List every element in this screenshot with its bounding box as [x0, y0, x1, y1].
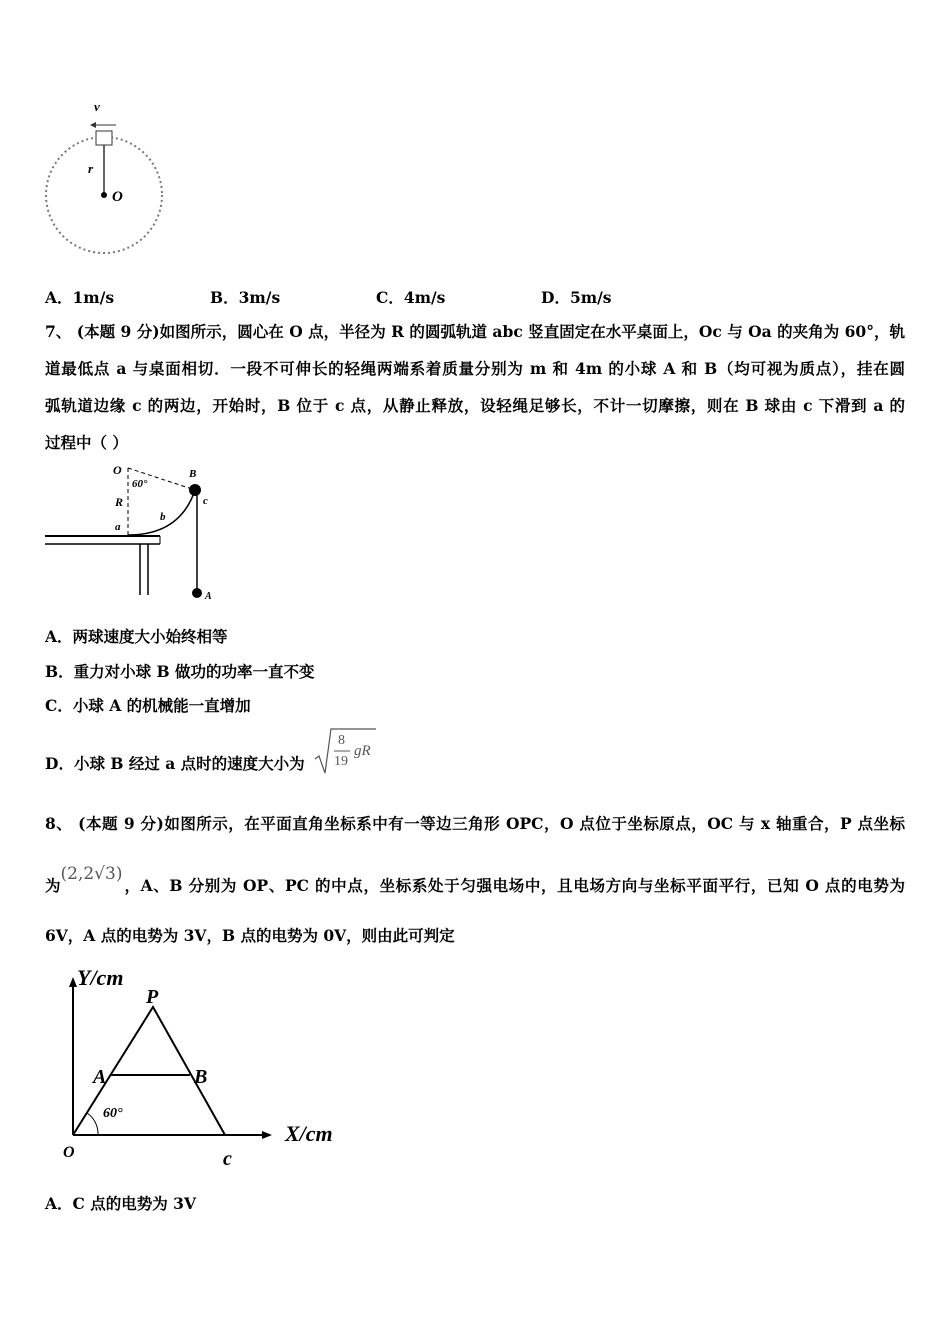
- q8-line: 8、 (本题 9 分)如图所示，在平面直角坐标系中有一等边三角形 OPC，O 点位于坐标原点，OC 与 x 轴重合，P 点坐标: [45, 814, 905, 833]
- x-axis-label: X/cm: [285, 1121, 333, 1146]
- q7-option-a: A．两球速度大小始终相等: [45, 627, 228, 646]
- option-b: B．3m/s: [210, 288, 281, 307]
- formula-numerator: 8: [338, 733, 345, 748]
- center-label: O: [112, 189, 123, 205]
- sqrt-formula: [314, 727, 376, 775]
- p-coordinate: (2,2√3): [60, 864, 123, 884]
- q8-option-a: A．C 点的电势为 3V: [45, 1194, 196, 1213]
- q8-line: 6V，A 点的电势为 3V，B 点的电势为 0V，则由此可判定: [45, 926, 455, 945]
- q7-option-b: B．重力对小球 B 做功的功率一直不变: [45, 662, 315, 681]
- q7-line: 7、 (本题 9 分)如图所示，圆心在 O 点，半径为 R 的圆弧轨道 abc 竖直固定在水平桌面上，Oc 与 Oa 的夹角为 60°，轨: [45, 322, 905, 341]
- label-c: c: [203, 495, 208, 507]
- triangle-coordinate-figure: [60, 965, 360, 1175]
- label-p: P: [146, 986, 159, 1008]
- velocity-label: v: [94, 99, 100, 114]
- option-d: D．5m/s: [541, 288, 612, 307]
- option-a: A．1m/s: [45, 288, 115, 307]
- label-ball-a: A: [205, 591, 212, 602]
- label-o: O: [113, 463, 122, 477]
- label-a: A: [93, 1066, 107, 1088]
- circular-motion-figure: [40, 95, 180, 265]
- label-o: O: [63, 1144, 75, 1161]
- label-b: B: [194, 1066, 208, 1088]
- formula-denominator: 19: [334, 754, 348, 769]
- arc-track-figure: [45, 460, 225, 605]
- q7-line: 弧轨道边缘 c 的两边，开始时，B 位于 c 点，从静止释放，设轻绳足够长，不计一切摩擦，则在 B 球由 c 下滑到 a 的: [45, 396, 905, 415]
- label-b-arc: b: [160, 511, 166, 523]
- label-a: a: [115, 521, 121, 533]
- radius-label: r: [88, 161, 94, 176]
- q8-line: 为 (2,2√3) ，A、B 分别为 OP、PC 的中点，坐标系处于匀强电场中，且电场方向与坐标平面平行，已知 O 点的电势为: [45, 864, 905, 895]
- q7-line: 过程中（ ）: [45, 433, 128, 452]
- label-b: B: [189, 468, 197, 480]
- label-angle: 60°: [132, 478, 148, 490]
- q7-option-c: C．小球 A 的机械能一直增加: [45, 696, 251, 715]
- y-axis-label: Y/cm: [77, 965, 124, 990]
- label-c: c: [223, 1148, 232, 1170]
- option-c: C．4m/s: [376, 288, 446, 307]
- label-angle: 60°: [103, 1106, 123, 1121]
- formula-tail: gR: [354, 743, 371, 759]
- q7-line: 道最低点 a 与桌面相切．一段不可伸长的轻绳两端系着质量分别为 m 和 4m 的小球 A 和 B（均可视为质点），挂在圆: [45, 359, 905, 378]
- label-r: R: [115, 495, 124, 509]
- q7-option-d: D．小球 B 经过 a 点时的速度大小为: [45, 754, 305, 773]
